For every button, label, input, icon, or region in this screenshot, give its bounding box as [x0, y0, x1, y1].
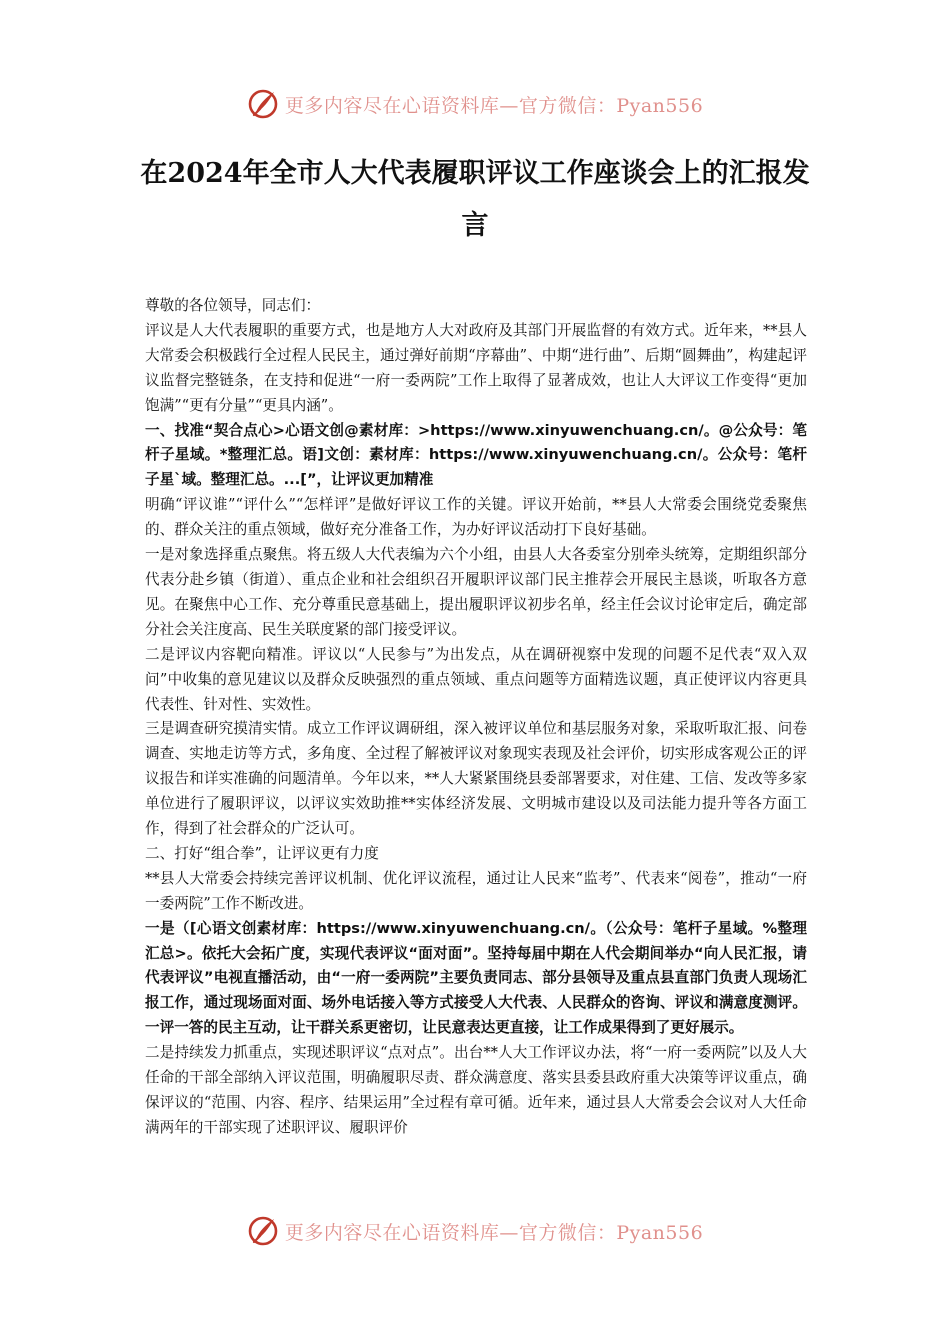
- section-heading-1: 一、找准“契合点心>心语文创@素材库：>https://www.xinyuwenchuang.cn/。@公众号：笔杆子星域。*整理汇总。语]文创：素材库：https://www.xinyuwenchuang.cn/。公众号：笔杆子星`域。整理汇总。...[”，让评议更加精准: [145, 421, 807, 489]
- salutation: 尊敬的各位领导，同志们：: [145, 297, 321, 314]
- document-body: [145, 294, 807, 1141]
- section-2-point-2: 二是持续发力抓重点，实现述职评议“点对点”。出台**人大工作评议办法，将“一府一委两院”以及人大任命的干部全部纳入评议范围，明确履职尽责、群众满意度、落实县委县政府重大决策等评议重点，确保评议的“范围、内容、程序、结果运用”全过程有章可循。近年来，通过县人大常委会会议对人大任命满两年的干部实现了述职评议、履职评价: [145, 1044, 807, 1136]
- section-1-point-2: 二是评议内容靶向精准。评议以“人民参与”为出发点，从在调研视察中发现的问题不足代表“双入双问”中收集的意见建议以及群众反映强烈的重点领域、重点问题等方面精选议题，真正使评议内容更具代表性、针对性、实效性。: [145, 645, 807, 713]
- document-title: 在2024年全市人大代表履职评议工作座谈会上的汇报发言: [140, 158, 810, 241]
- watermark-banner-bottom: [0, 1211, 950, 1251]
- section-2-paragraph: **县人大常委会持续完善评议机制、优化评议流程，通过让人民来“监考”、代表来“阅卷”，推动“一府一委两院”工作不断改进。: [145, 869, 807, 912]
- watermark-text: 更多内容尽在心语资料库—官方微信：Pyan556: [284, 1221, 704, 1244]
- quill-logo-icon: [247, 88, 279, 120]
- section-1-point-3: 三是调查研究摸清实情。成立工作评议调研组，深入被评议单位和基层服务对象，采取听取汇报、问卷调查、实地走访等方式，多角度、全过程了解被评议对象现实表现及社会评价，切实形成客观公正的评议报告和详实准确的问题清单。今年以来，**人大紧紧围绕县委部署要求，对住建、工信、发改等多家单位进行了履职评议，以评议实效助推**实体经济发展、文明城市建设以及司法能力提升等各方面工作，得到了社会群众的广泛认可。: [145, 720, 807, 838]
- quill-logo-icon: [247, 1215, 279, 1247]
- section-1-point-1: 一是对象选择重点聚焦。将五级人大代表编为六个小组，由县人大各委室分别牵头统筹，定期组织部分代表分赴乡镇（街道）、重点企业和社会组织召开履职评议部门民主推荐会开展民主恳谈，听取各方意见。在聚焦中心工作、充分尊重民意基础上，提出履职评议初步名单，经主任会议讨论审定后，确定部分社会关注度高、民生关联度紧的部门接受评议。: [145, 546, 807, 638]
- section-1-paragraph: 明确“评议谁”“评什么”“怎样评”是做好评议工作的关键。评议开始前，**县人大常委会围绕党委聚焦的、群众关注的重点领域，做好充分准备工作，为办好评议活动打下良好基础。: [145, 496, 807, 539]
- section-heading-2: 二、打好“组合拳”，让评议更有力度: [145, 844, 379, 862]
- watermark-text: 更多内容尽在心语资料库—官方微信：Pyan556: [284, 94, 704, 117]
- section-2-point-1: 一是（[心语文创素材库：https://www.xinyuwenchuang.cn/。（公众号：笔杆子星域。%整理汇总>。依托大会拓广度，实现代表评议“面对面”。坚持每届中期在人代会期间举办“向人民汇报，请代表评议”电视直播活动，由“一府一委两院”主要负责同志、部分县领导及重点县直部门负责人现场汇报工作，通过现场面对面、场外电话接入等方式接受人大代表、人民群众的咨询、评议和满意度测评。一评一答的民主互动，让干群关系更密切，让民意表达更直接，让工作成果得到了更好展示。: [145, 919, 807, 1037]
- intro-paragraph: 评议是人大代表履职的重要方式，也是地方人大对政府及其部门开展监督的有效方式。近年来，**县人大常委会积极践行全过程人民民主，通过弹好前期“序幕曲”、中期“进行曲”、后期“圆舞曲”，构建起评议监督完整链条，在支持和促进“一府一委两院”工作上取得了显著成效，也让人大评议工作变得“更加饱满”“更有分量”“更具内涵”。: [145, 321, 807, 414]
- watermark-banner-top: [0, 84, 950, 124]
